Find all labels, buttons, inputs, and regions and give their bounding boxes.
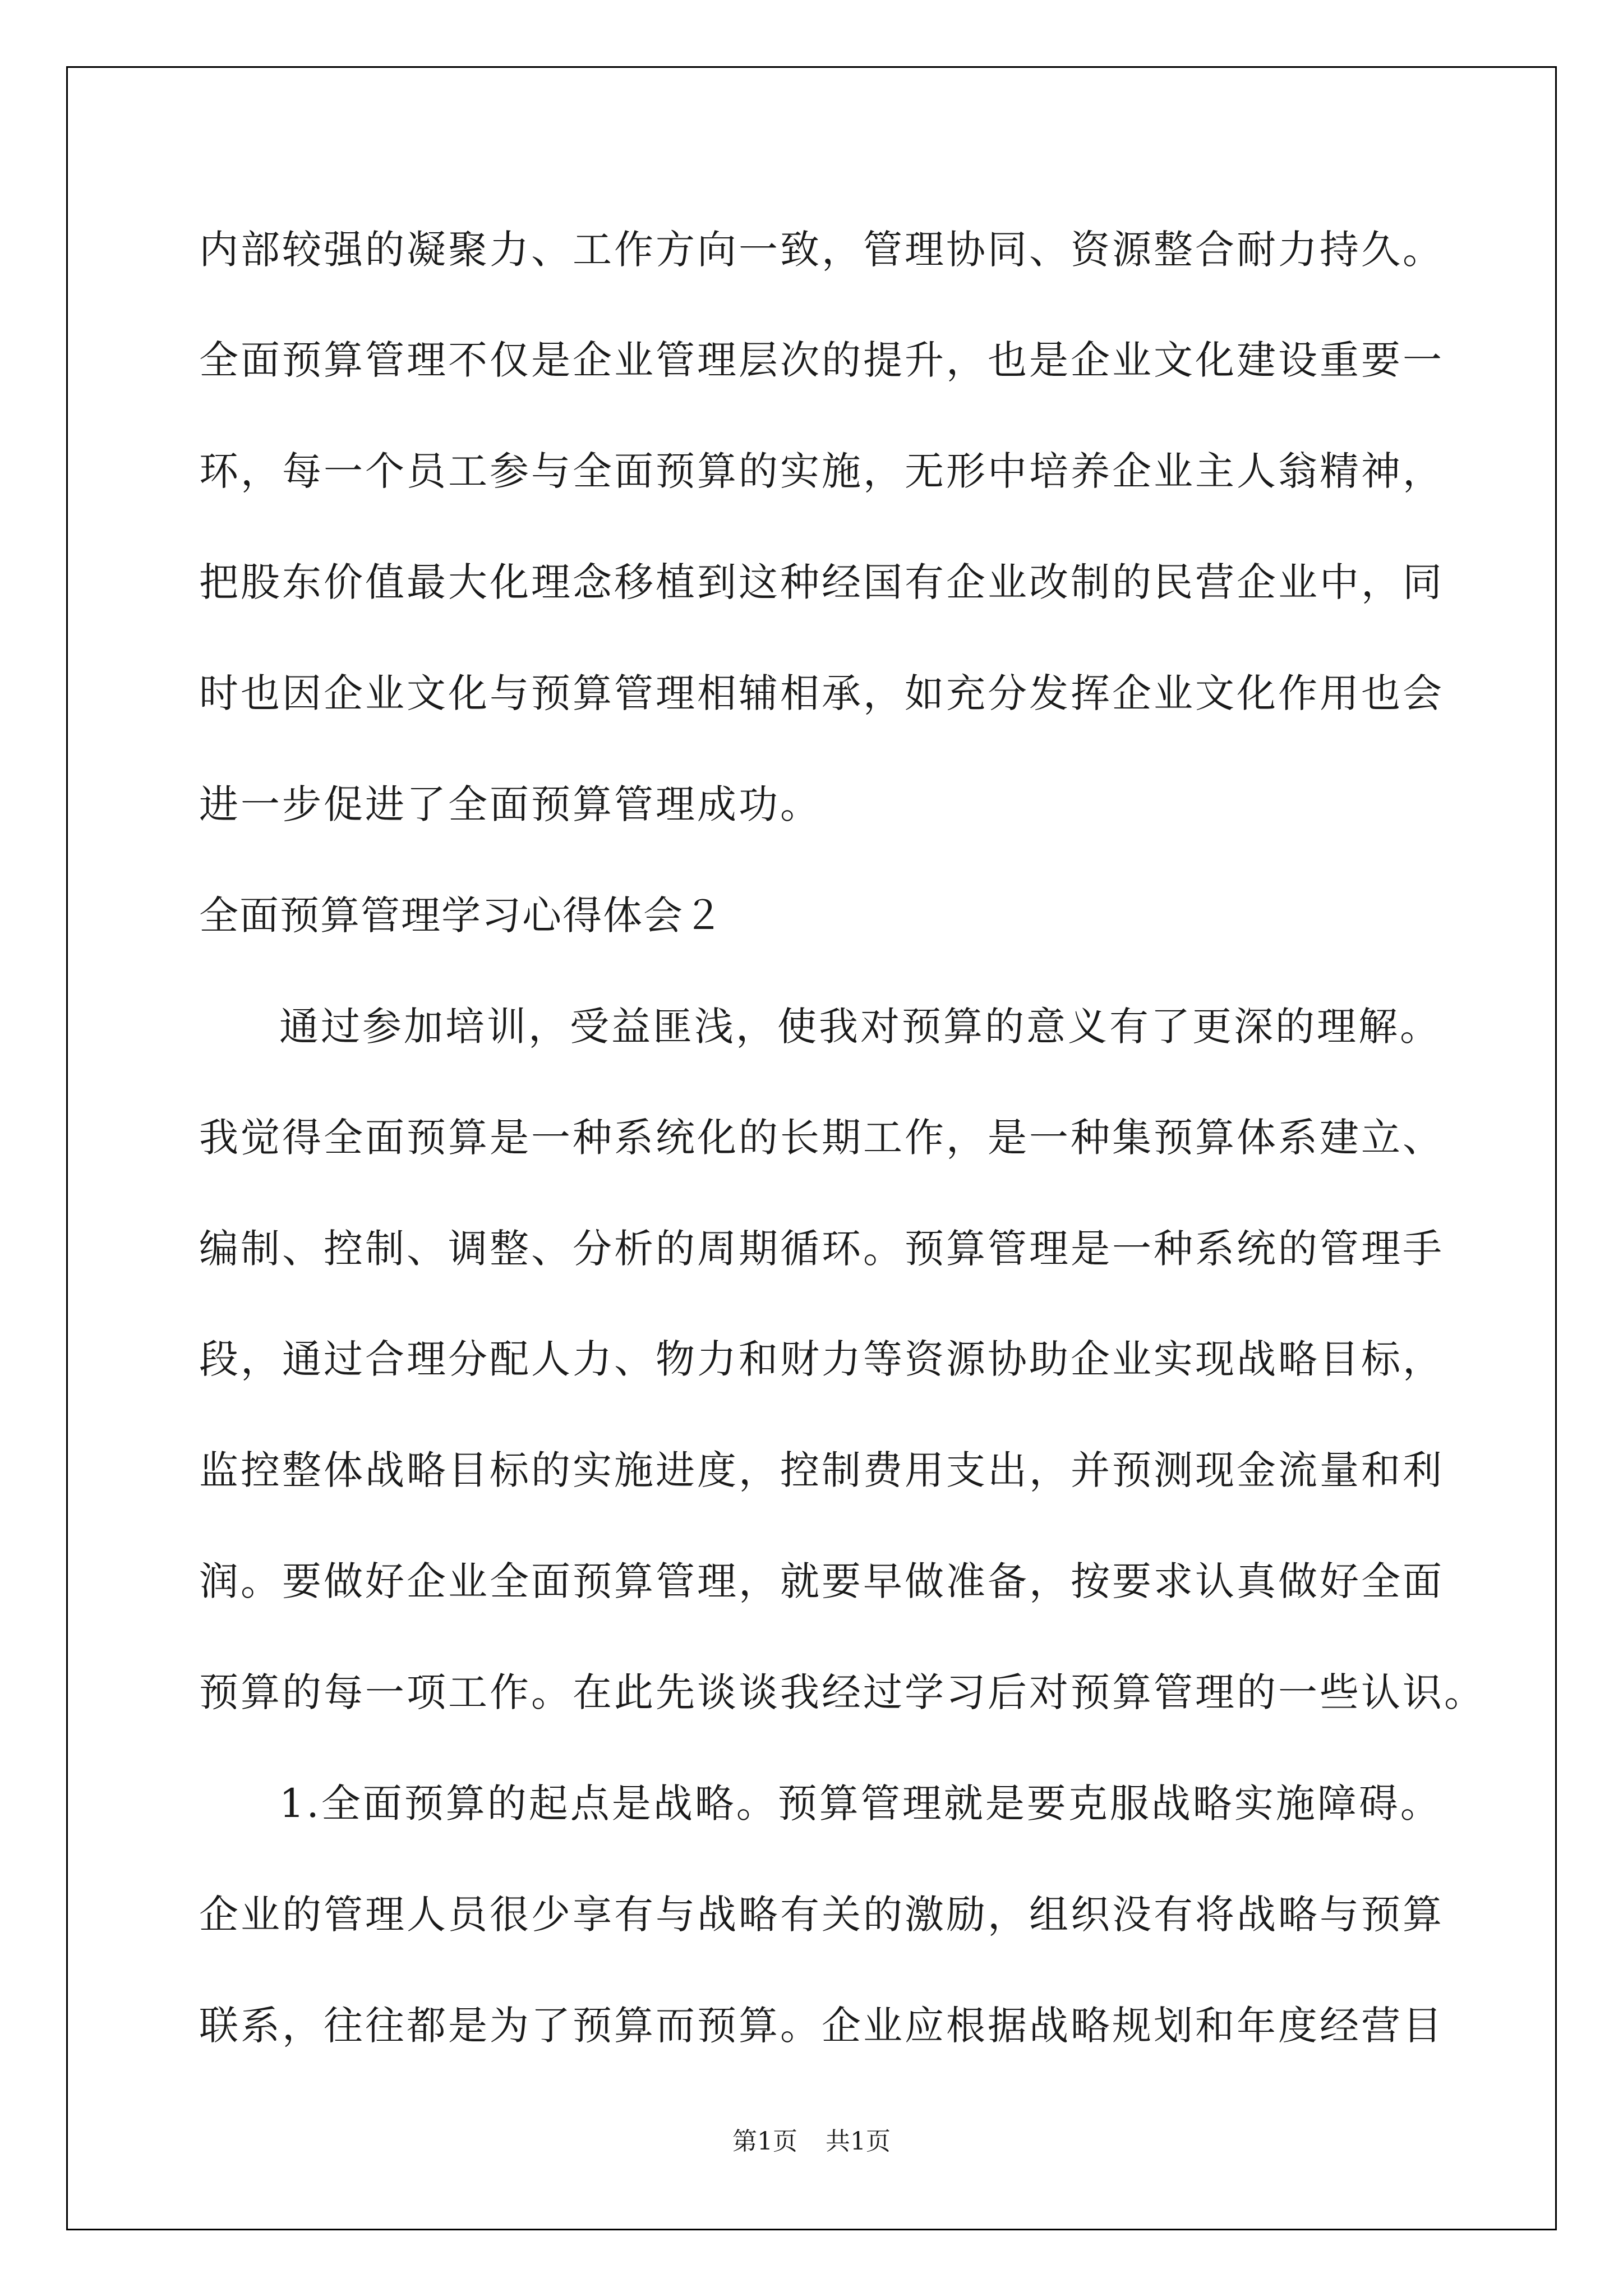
body-line-12: 监控整体战略目标的实施进度，控制费用支出，并预测现金流量和利 — [199, 1447, 1444, 1493]
body-line-16: 企业的管理人员很少享有与战略有关的激励，组织没有将战略与预算 — [199, 1892, 1444, 1938]
body-line-8: 通过参加培训，受益匪浅，使我对预算的意义有了更深的理解。 — [279, 1004, 1441, 1050]
body-line-11: 段，通过合理分配人力、物力和财力等资源协助企业实现战略目标， — [199, 1336, 1444, 1382]
page-footer — [0, 2126, 1623, 2157]
body-line-2: 全面预算管理不仅是企业管理层次的提升，也是企业文化建设重要一 — [199, 337, 1444, 383]
body-line-10: 编制、控制、调整、分析的周期循环。预算管理是一种系统的管理手 — [199, 1226, 1444, 1272]
body-line-5: 时也因企业文化与预算管理相辅相承，如充分发挥企业文化作用也会 — [199, 670, 1444, 716]
body-line-13: 润。要做好企业全面预算管理，就要早做准备，按要求认真做好全面 — [199, 1558, 1444, 1604]
section-heading: 全面预算管理学习心得体会２ — [199, 892, 724, 938]
body-line-6: 进一步促进了全面预算管理成功。 — [199, 781, 822, 827]
page-total: 共1页 — [826, 2127, 891, 2156]
body-line-17: 联系，往往都是为了预算而预算。企业应根据战略规划和年度经营目 — [199, 2003, 1444, 2049]
page-number: 第1页 — [732, 2127, 797, 2156]
body-line-15: 1.全面预算的起点是战略。预算管理就是要克服战略实施障碍。 — [279, 1780, 1442, 1826]
body-line-1: 内部较强的凝聚力、工作方向一致，管理协同、资源整合耐力持久。 — [199, 227, 1444, 273]
body-line-14: 预算的每一项工作。在此先谈谈我经过学习后对预算管理的一些认识。 — [199, 1669, 1486, 1715]
body-line-9: 我觉得全面预算是一种系统化的长期工作，是一种集预算体系建立、 — [199, 1115, 1444, 1161]
body-line-3: 环，每一个员工参与全面预算的实施，无形中培养企业主人翁精神， — [199, 448, 1444, 494]
body-line-4: 把股东价值最大化理念移植到这种经国有企业改制的民营企业中，同 — [199, 559, 1444, 605]
